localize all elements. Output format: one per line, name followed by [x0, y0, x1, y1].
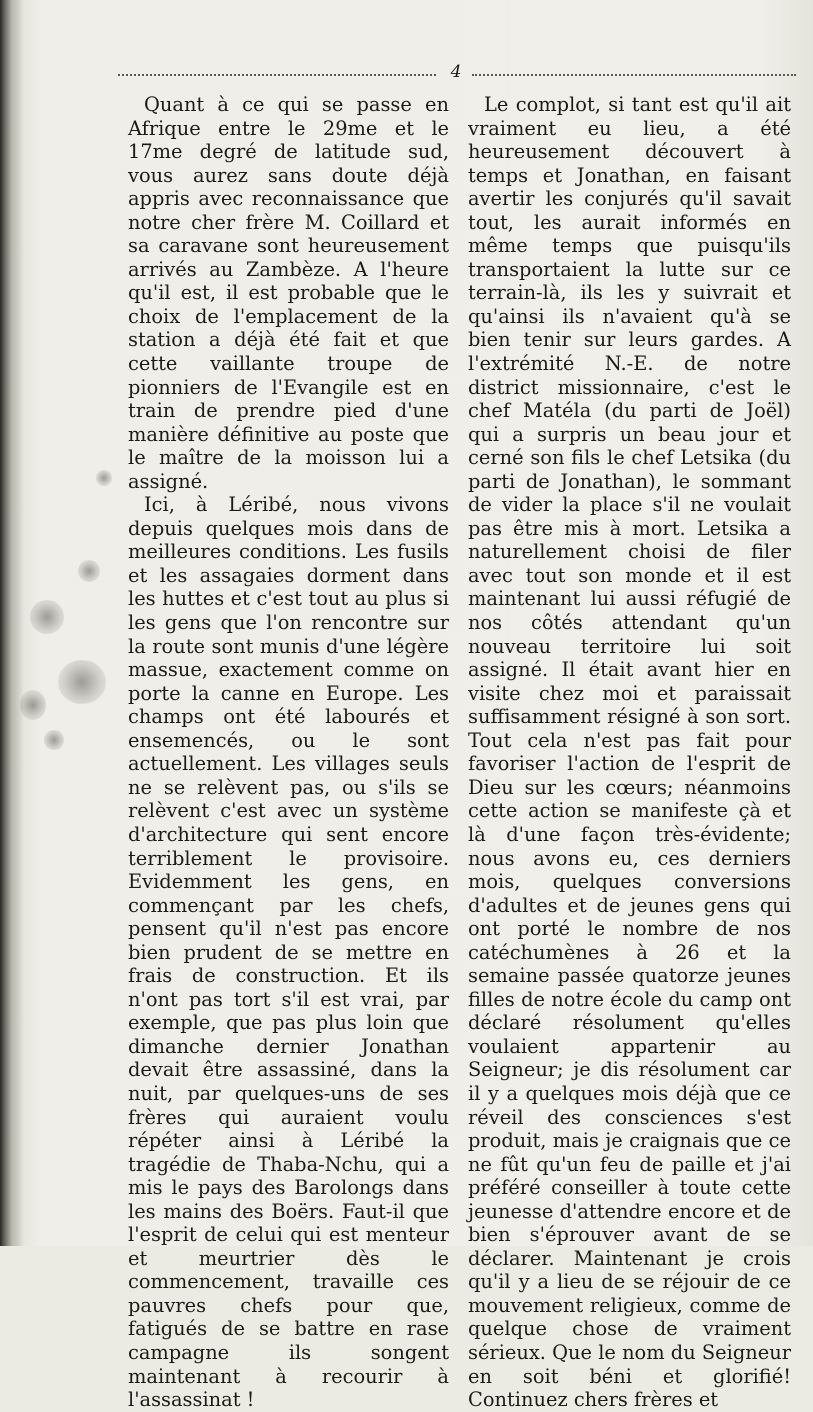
- header-rule-right: [472, 74, 796, 76]
- paragraph: Ici, à Léribé, nous vivons depuis quelques mois dans de meilleures conditions. Les fusils et les assagaies dorment dans les huttes et c'est tout au plus si les gens que l'on rencontre sur la route sont munis d'une légère massue, exactement comme on porte la canne en Europe. Les champs ont été labourés et ensemencés, ou le sont actuellement. Les villages seuls ne se relèvent pas, ou s'ils se relèvent c'est avec un système d'architecture qui sent encore terriblement le provisoire. Evidemment les gens, en commençant par les chefs, pensent qu'il n'est pas encore bien prudent de se mettre en frais de construction. Et ils n'ont pas tort s'il est vrai, par exemple, que pas plus loin que dimanche dernier Jonathan devait être assassiné, dans la nuit, par quelques-uns de ses frères qui auraient voulu répéter ainsi à Léribé la tragédie de Thaba-Nchu, qui a mis le pays des Barolongs dans les mains des Boërs. Faut-il que l'esprit de celui qui est menteur et meurtrier dès le commencement, travaille ces pauvres chefs pour que, fatigués de se battre en rase campagne ils songent maintenant à recourir à l'assassinat !: [128, 493, 449, 1412]
- paragraph: Quant à ce qui se passe en Afrique entre le 29me et le 17me degré de latitude sud, vous aurez sans doute déjà appris avec reconnaissance que notre cher frère M. Coillard et sa caravane sont heureusement arrivés au Zambèze. A l'heure qu'il est, il est probable que le choix de l'emplacement de la station a déjà été fait et que cette vaillante troupe de pionniers de l'Evangile est en train de prendre pied d'une manière définitive au poste que le maître de la moisson lui a assigné.: [128, 93, 449, 493]
- ink-stain: [44, 730, 64, 750]
- ink-stain: [58, 660, 106, 704]
- paragraph: Le complot, si tant est qu'il ait vraiment eu lieu, a été heureusement découvert à temps et Jonathan, en faisant avertir les conjurés qu'il savait tout, les aurait informés en même temps que puisqu'ils transportaient la lutte sur ce terrain-là, ils les y suivrait et qu'ainsi ils n'avaient qu'à se bien tenir sur leurs gardes. A l'extrémité N.-E. de notre district missionnaire, c'est le chef Matéla (du parti de Joël) qui a surpris un beau jour et cerné son fils le chef Letsika (du parti de Jonathan), le sommant de vider la place s'il ne voulait pas être mis à mort. Letsika a naturellement choisi de filer avec tout son monde et il est maintenant lui aussi réfugié de nos côtés attendant qu'un nouveau territoire lui soit assigné. Il était avant hier en visite chez moi et paraissait suffisamment résigné à son sort. Tout cela n'est pas fait pour favoriser l'action de l'esprit de Dieu sur les cœurs; néanmoins cette action se manifeste çà et là d'une façon très-évidente; nous avons eu, ces derniers mois, quelques conversions d'adultes et de jeunes gens qui ont porté le nombre de nos catéchumènes à 26 et la semaine passée quatorze jeunes filles de notre école du camp ont déclaré résolument qu'elles voulaient appartenir au Seigneur; je dis résolument car il y a quelques mois déjà que ce réveil des consciences s'est produit, mais je craignais que ce ne fût qu'un feu de paille et j'ai préféré conseiller à toute cette jeunesse d'attendre encore et de bien s'éprouver avant de se déclarer. Maintenant je crois qu'il y a lieu de se réjouir de ce mouvement religieux, comme de quelque chose de vraiment sérieux. Que le nom du Seigneur en soit béni et glorifié! Continuez chers frères et: [468, 93, 791, 1412]
- left-column: [128, 93, 449, 1412]
- page-header: [118, 62, 796, 86]
- ink-stain: [20, 690, 46, 720]
- right-column: [468, 93, 791, 1412]
- page-number: 4: [450, 62, 462, 82]
- binding-shadow: [0, 0, 24, 1246]
- ink-stain: [78, 560, 100, 582]
- header-rule-left: [118, 74, 436, 76]
- ink-stain: [30, 600, 64, 634]
- ink-stain: [96, 470, 112, 486]
